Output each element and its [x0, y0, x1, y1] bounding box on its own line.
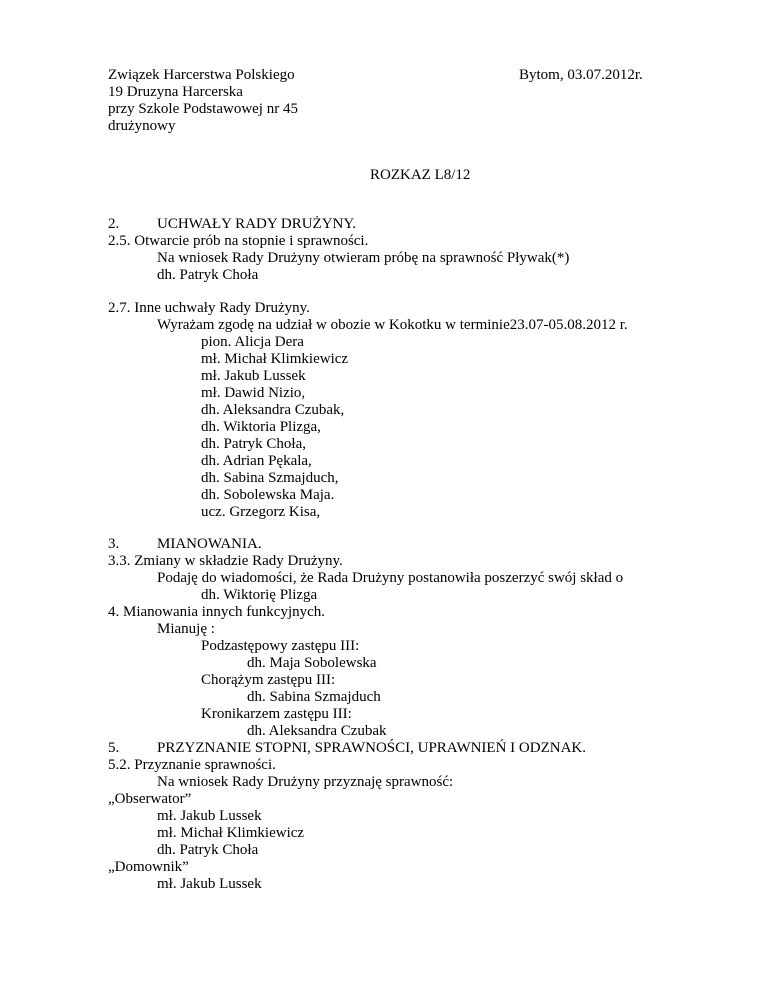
paragraph-text: Mianuję :	[157, 621, 215, 637]
list-item: mł. Michał Klimkiewicz	[201, 351, 349, 367]
list-item: dh. Patryk Choła,	[201, 436, 306, 452]
section-number: 3.	[108, 536, 120, 552]
person-name: dh. Maja Sobolewska	[247, 655, 377, 671]
document-title: ROZKAZ L8/12	[370, 167, 471, 183]
subsection-heading: 2.5. Otwarcie prób na stopnie i sprawności.	[108, 233, 369, 249]
subsection-heading: 4. Mianowania innych funkcyjnych.	[108, 604, 326, 620]
place-date: Bytom, 03.07.2012r.	[519, 67, 643, 83]
list-item: mł. Michał Klimkiewicz	[157, 825, 305, 841]
org-line: Związek Harcerstwa Polskiego	[108, 67, 295, 83]
list-item: pion. Alicja Dera	[201, 334, 304, 350]
subsection-heading: 5.2. Przyznanie sprawności.	[108, 757, 276, 773]
list-item: ucz. Grzegorz Kisa,	[201, 504, 321, 520]
org-line: przy Szkole Podstawowej nr 45	[108, 101, 298, 117]
list-item: mł. Jakub Lussek	[157, 808, 262, 824]
list-item: dh. Wiktoria Plizga,	[201, 419, 321, 435]
person-name: dh. Sabina Szmajduch	[247, 689, 381, 705]
list-item: dh. Aleksandra Czubak,	[201, 402, 345, 418]
paragraph-text: Podaję do wiadomości, że Rada Drużyny postanowiła poszerzyć swój skład o	[157, 570, 624, 586]
subsection-heading: 3.3. Zmiany w składzie Rady Drużyny.	[108, 553, 343, 569]
section-number: 5.	[108, 740, 120, 756]
section-number: 2.	[108, 216, 120, 232]
badge-name: „Domownik”	[108, 859, 189, 875]
section-heading: UCHWAŁY RADY DRUŻYNY.	[157, 216, 357, 232]
section-heading: PRZYZNANIE STOPNI, SPRAWNOŚCI, UPRAWNIEŃ I ODZNAK.	[157, 740, 586, 756]
badge-name: „Obserwator”	[108, 791, 192, 807]
list-item: dh. Sobolewska Maja.	[201, 487, 335, 503]
subsection-heading: 2.7. Inne uchwały Rady Drużyny.	[108, 300, 310, 316]
list-item: dh. Patryk Choła	[157, 842, 259, 858]
list-item: dh. Adrian Pękala,	[201, 453, 312, 469]
list-item: mł. Jakub Lussek	[201, 368, 306, 384]
org-line: 19 Druzyna Harcerska	[108, 84, 243, 100]
section-heading: MIANOWANIA.	[157, 536, 262, 552]
org-line: drużynowy	[108, 118, 176, 134]
paragraph-text: Na wniosek Rady Drużyny otwieram próbę na sprawność Pływak(*)	[157, 250, 570, 266]
role-title: Podzastępowy zastępu III:	[201, 638, 360, 654]
person-name: dh. Patryk Choła	[157, 267, 259, 283]
role-title: Kronikarzem zastępu III:	[201, 706, 352, 722]
person-name: dh. Aleksandra Czubak	[247, 723, 387, 739]
role-title: Chorążym zastępu III:	[201, 672, 336, 688]
list-item: mł. Jakub Lussek	[157, 876, 262, 892]
list-item: dh. Sabina Szmajduch,	[201, 470, 339, 486]
list-item: mł. Dawid Nizio,	[201, 385, 306, 401]
paragraph-text: Wyrażam zgodę na udział w obozie w Kokotku w terminie23.07-05.08.2012 r.	[157, 317, 628, 333]
person-name: dh. Wiktorię Plizga	[201, 587, 318, 603]
paragraph-text: Na wniosek Rady Drużyny przyznaję sprawność:	[157, 774, 454, 790]
